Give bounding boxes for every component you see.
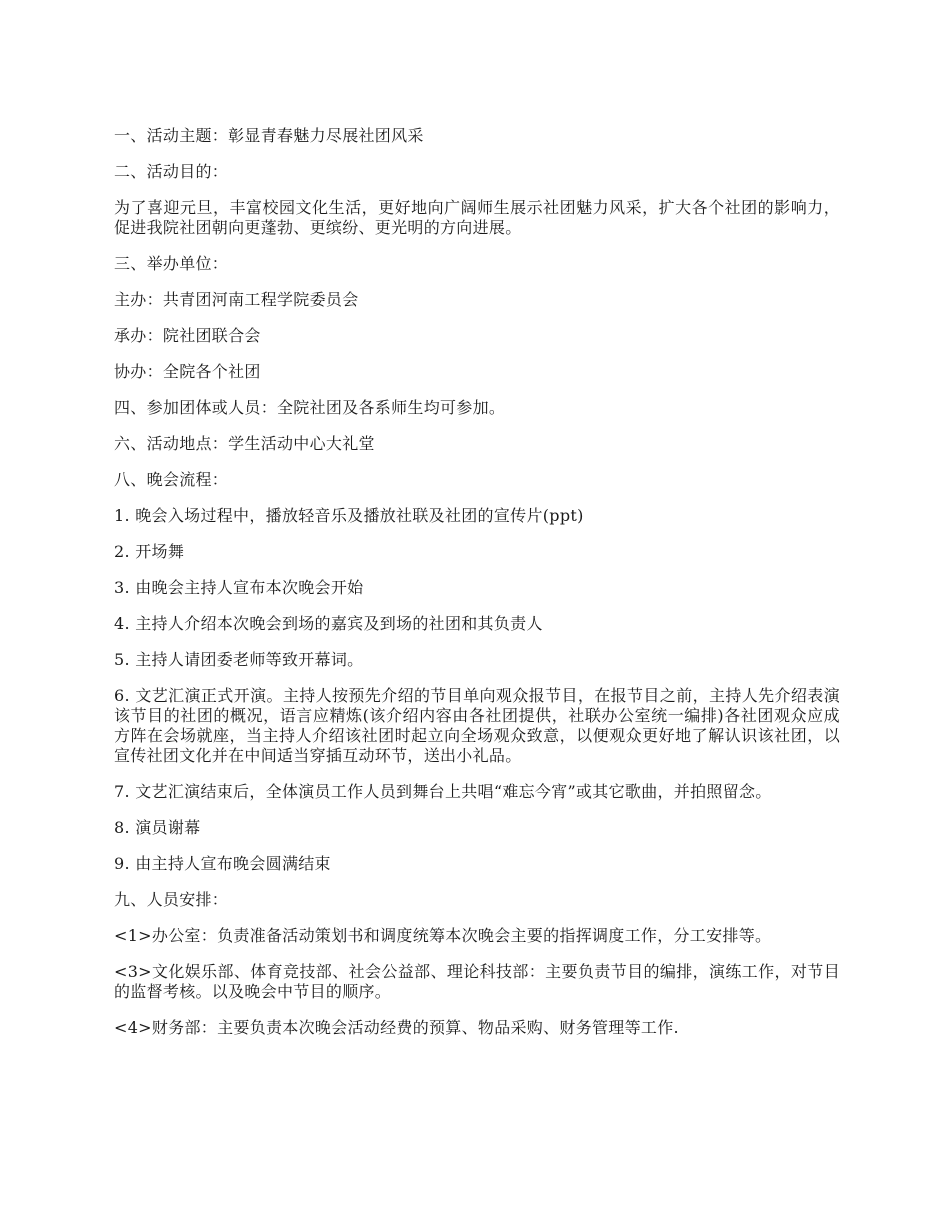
document-page: [114, 126, 840, 1054]
organizer-assistant: 协办：全院各个社团: [114, 362, 261, 381]
heading-location: 六、活动地点：学生活动中心大礼堂: [114, 434, 375, 453]
flow-step-6: 6. 文艺汇演正式开演。主持人按预先介绍的节目单向观众报节目，在报节目之前，主持人先介绍表演该节目的社团的概况，语言应精炼(该介绍内容由各社团提供，社联办公室统一编排)各社团观众应成方阵在会场就座，当主持人介绍该社团时起立向全场观众致意，以便观众更好地了解认识该社团，以宣传社团文化并在中间适当穿插互动环节，送出小礼品。: [114, 686, 840, 765]
organizer-undertaker: 承办：院社团联合会: [114, 326, 261, 345]
heading-theme: 一、活动主题：彰显青春魅力尽展社团风采: [114, 126, 424, 145]
heading-program-flow: 八、晚会流程：: [114, 470, 229, 489]
heading-organizers: 三、举办单位：: [114, 254, 229, 273]
staff-finance: <4>财务部：主要负责本次晚会活动经费的预算、物品采购、财务管理等工作.: [114, 1018, 679, 1037]
flow-step-9: 9. 由主持人宣布晚会圆满结束: [114, 854, 331, 873]
staff-office: <1>办公室：负责准备活动策划书和调度统筹本次晚会主要的指挥调度工作，分工安排等。: [114, 926, 772, 945]
flow-step-8: 8. 演员谢幕: [114, 818, 201, 837]
heading-purpose: 二、活动目的：: [114, 162, 229, 181]
flow-step-2: 2. 开场舞: [114, 542, 185, 561]
flow-step-3: 3. 由晚会主持人宣布本次晚会开始: [114, 578, 364, 597]
flow-step-5: 5. 主持人请团委老师等致开幕词。: [114, 650, 364, 669]
purpose-text: 为了喜迎元旦，丰富校园文化生活，更好地向广阔师生展示社团魅力风采，扩大各个社团的影响力，促进我院社团朝向更蓬勃、更缤纷、更光明的方向进展。: [114, 198, 840, 237]
heading-staffing: 九、人员安排：: [114, 890, 229, 909]
organizer-host: 主办：共青团河南工程学院委员会: [114, 290, 359, 309]
staff-departments: <3>文化娱乐部、体育竞技部、社会公益部、理论科技部：主要负责节目的编排，演练工作，对节目的监督考核。以及晚会中节目的顺序。: [114, 962, 840, 1001]
heading-participants: 四、参加团体或人员：全院社团及各系师生均可参加。: [114, 398, 506, 417]
flow-step-7: 7. 文艺汇演结束后，全体演员工作人员到舞台上共唱“难忘今宵”或其它歌曲，并拍照留念。: [114, 782, 772, 801]
flow-step-1: 1. 晚会入场过程中，播放轻音乐及播放社联及社团的宣传片(ppt): [114, 506, 584, 525]
flow-step-4: 4. 主持人介绍本次晚会到场的嘉宾及到场的社团和其负责人: [114, 614, 543, 633]
